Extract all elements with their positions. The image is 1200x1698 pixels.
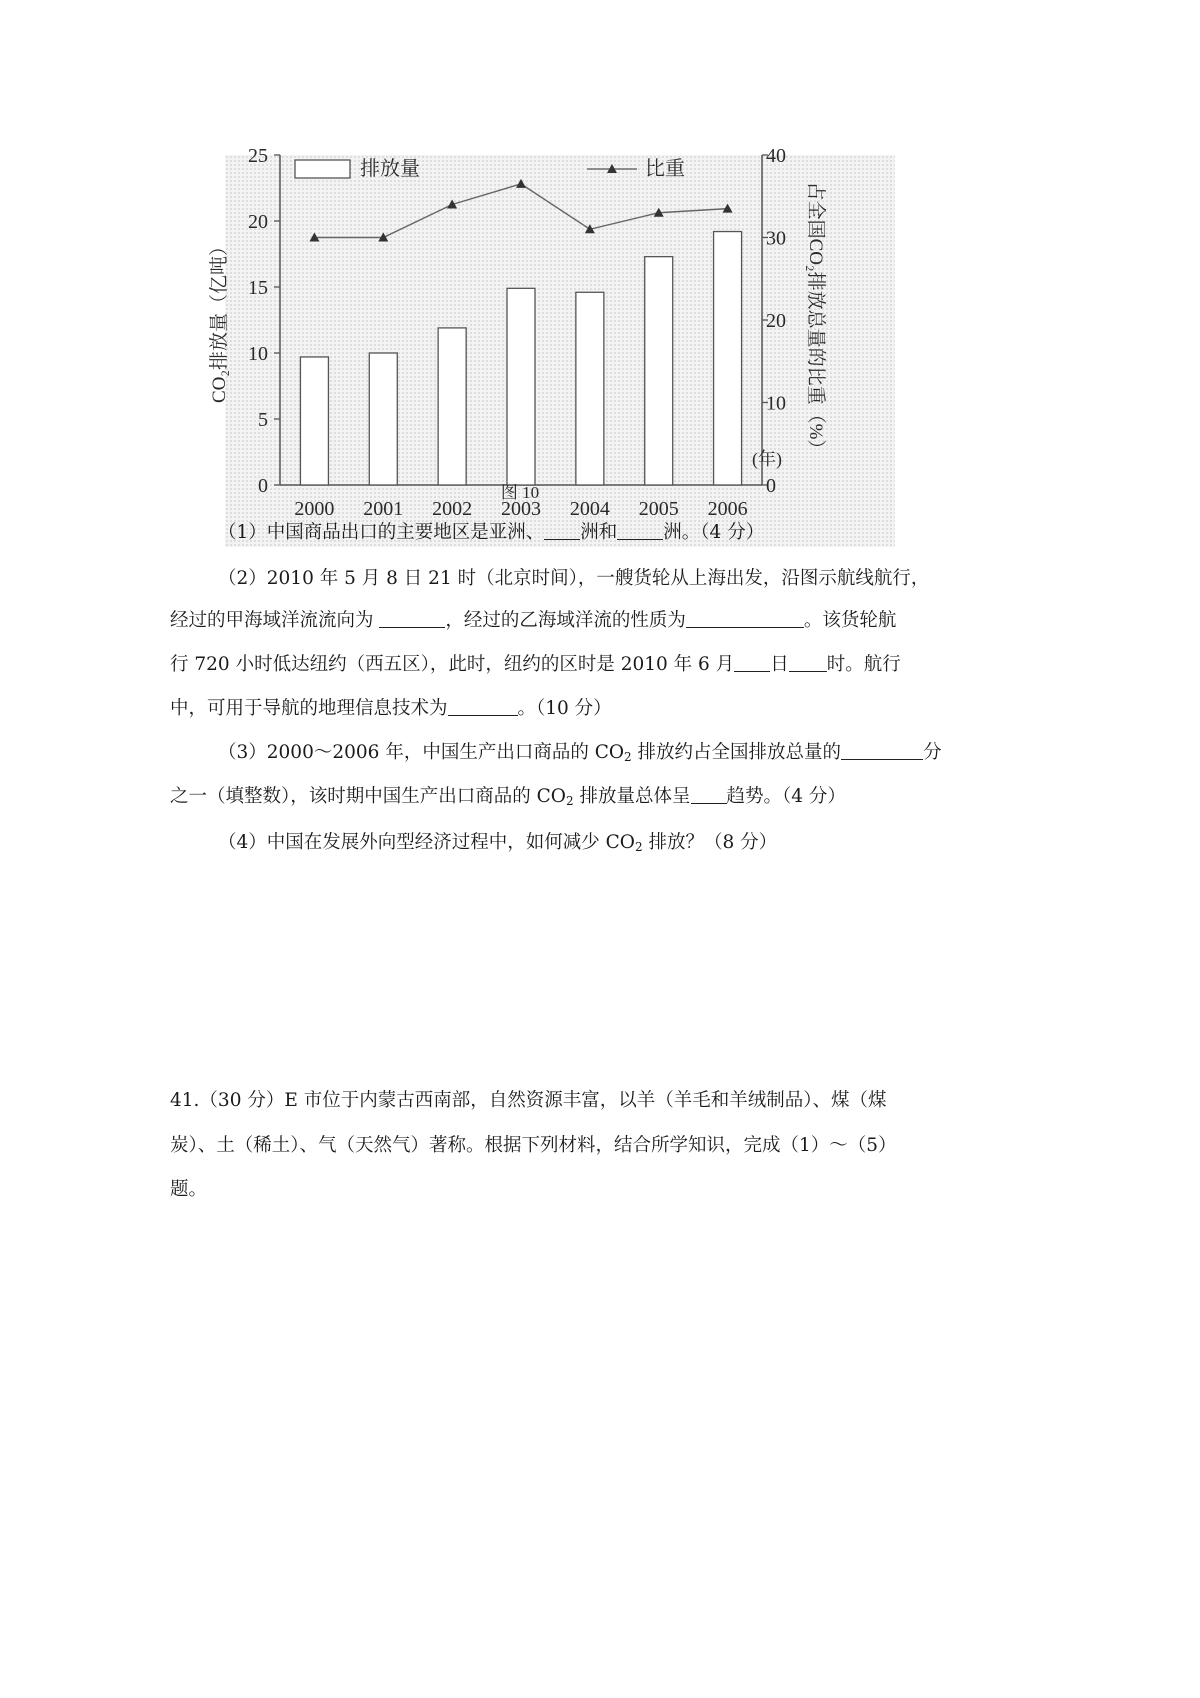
q2-line-2-text-a: 经过的甲海域洋流流向为	[170, 610, 380, 631]
proportion-line	[314, 184, 727, 238]
q2-blank-current-property[interactable]	[686, 609, 804, 628]
right-axis-title: 占全国CO₂排放总量的比重（%）	[805, 181, 826, 459]
left-tick-label: 25	[248, 145, 268, 167]
question-3-line-2	[170, 784, 846, 810]
proportion-point-2006	[723, 204, 733, 213]
question-2-line-2	[170, 608, 896, 634]
x-tick-label-2002: 2002	[432, 498, 473, 520]
left-tick-label: 20	[248, 211, 268, 233]
x-tick-label-2005: 2005	[638, 498, 679, 520]
q3-line-1-text-c: 分	[923, 742, 942, 763]
x-tick-label-2001: 2001	[363, 498, 404, 520]
q3-line-2-text-a: 之一（填整数），该时期中国生产出口商品的 CO	[170, 786, 566, 807]
question-4	[218, 830, 777, 856]
bar-2005	[645, 257, 673, 485]
left-tick-label: 5	[258, 409, 268, 431]
q3-line-1-text-b: 排放约占全国排放总量的	[631, 742, 842, 763]
question-1	[218, 520, 764, 546]
right-tick-label: 30	[766, 227, 786, 250]
q3-line-2-text-c: 趋势。（4 分）	[726, 786, 846, 807]
question-2-line-3	[170, 652, 901, 678]
q2-line-3-text-b: 日	[770, 654, 789, 675]
right-tick-label: 0	[766, 475, 776, 497]
q4-text-a: （4）中国在发展外向型经济过程中，如何减少 CO	[218, 832, 635, 853]
q2-line-3-text-c: 时。航行	[826, 654, 901, 675]
legend-bar-swatch	[295, 160, 350, 178]
left-tick-label: 0	[258, 475, 268, 497]
q3-blank-trend[interactable]	[691, 785, 727, 804]
q2-line-2-text-b: ，经过的乙海域洋流的性质为	[445, 610, 686, 631]
q2-line-3-text-a: 行 720 小时低达纽约（西五区），此时，纽约的区时是 2010 年 6 月	[170, 654, 735, 675]
bar-2004	[576, 292, 604, 485]
bar-2003	[507, 288, 535, 485]
q1-text-c: 洲。（4 分）	[663, 522, 765, 543]
left-axis-title: CO₂排放量（亿吨）	[209, 236, 230, 404]
q41-line-2-text: 炭）、土（稀土）、气（天然气）著称。根据下列材料，结合所学知识，完成（1）～（5）	[170, 1135, 897, 1156]
bar-2000	[300, 357, 328, 485]
bar-2002	[438, 328, 466, 485]
q1-blank-2[interactable]	[617, 521, 663, 540]
figure-caption: 图 10	[500, 483, 540, 502]
q3-line-2-subscript: 2	[565, 794, 574, 808]
right-tick-label: 40	[766, 145, 786, 167]
x-tick-label-2004: 2004	[569, 498, 610, 520]
legend-bar-label: 排放量	[360, 158, 420, 180]
right-tick-label: 20	[766, 310, 786, 332]
q3-line-1-text-a: （3）2000～2006 年，中国生产出口商品的 CO	[218, 742, 625, 763]
right-tick-label: 10	[766, 392, 786, 415]
q2-blank-day[interactable]	[734, 653, 770, 672]
q1-text-b: 洲和	[580, 522, 618, 543]
question-41-line-3	[170, 1177, 207, 1203]
legend-line-label: 比重	[645, 158, 685, 180]
q2-line-4-text-b: 。（10 分）	[517, 698, 612, 719]
q41-line-1-text: 41.（30 分）E 市位于内蒙古西南部，自然资源丰富，以羊（羊毛和羊绒制品）、煤（煤	[170, 1090, 887, 1111]
co2-chart	[209, 145, 895, 547]
q3-line-2-text-b: 排放量总体呈	[573, 786, 691, 807]
q1-text-a: （1）中国商品出口的主要地区是亚洲、	[218, 522, 545, 543]
question-41-line-1	[170, 1088, 886, 1114]
x-tick-label-2000: 2000	[294, 498, 335, 520]
left-tick-label: 15	[248, 277, 268, 299]
q3-line-1-subscript: 2	[624, 750, 632, 764]
q2-line-4-text-a: 中，可用于导航的地理信息技术为	[170, 698, 448, 719]
question-41-line-2	[170, 1133, 897, 1159]
chart-figure	[209, 145, 895, 547]
q1-blank-1[interactable]	[544, 521, 580, 540]
q2-blank-technology[interactable]	[448, 697, 518, 716]
question-2-line-1	[218, 566, 929, 592]
q4-text-b: 排放？（8 分）	[642, 832, 778, 853]
bar-2006	[714, 232, 742, 485]
left-tick-label: 10	[248, 343, 268, 365]
q2-line-2-text-c: 。该货轮航	[803, 610, 897, 631]
q41-line-3-text: 题。	[170, 1179, 208, 1200]
q4-subscript: 2	[634, 840, 643, 854]
question-2-line-4	[170, 696, 612, 722]
x-unit-label: (年)	[752, 449, 782, 469]
q2-line-1-text: （2）2010 年 5 月 8 日 21 时（北京时间），一艘货轮从上海出发，沿图示航线航行，	[218, 568, 930, 589]
x-tick-label-2006: 2006	[707, 498, 748, 520]
bar-2001	[369, 353, 397, 485]
q3-blank-fraction[interactable]	[841, 741, 923, 760]
x-tick-label-2003: 2003	[501, 498, 541, 520]
question-3-line-1	[218, 740, 942, 766]
q2-blank-current-direction[interactable]	[379, 609, 445, 628]
q2-blank-hour[interactable]	[789, 653, 827, 672]
proportion-point-2003	[516, 179, 526, 188]
